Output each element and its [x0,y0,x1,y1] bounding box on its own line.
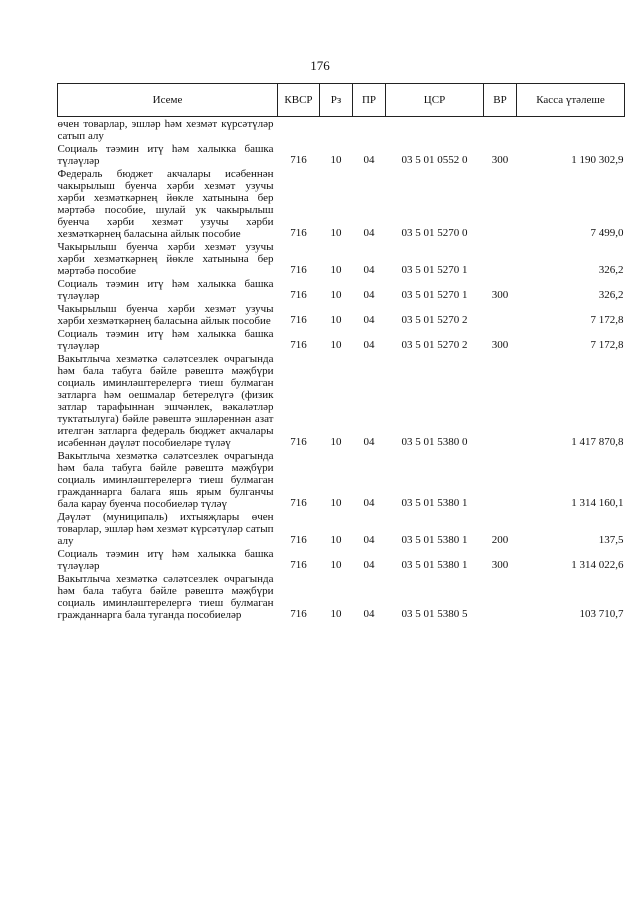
row-vr: 300 [491,289,509,301]
row-vr [484,117,517,143]
column-header-amount: Касса үтәлеше [517,84,625,117]
row-name: Социаль тәэмин итү һәм халыкка башка түләүләр [57,548,274,572]
row-rz: 10 [330,534,342,546]
table-row [58,510,625,547]
row-csr: 03 5 01 5380 5 [401,608,468,620]
page-number: 176 [310,58,330,73]
row-pr: 04 [363,608,375,620]
table-row [58,117,625,143]
row-pr: 04 [363,339,375,351]
row-rz: 10 [330,154,342,166]
row-pr: 04 [363,289,375,301]
row-csr: 03 5 01 5380 1 [401,559,468,571]
row-amount: 137,5 [598,534,624,546]
row-rz [320,117,353,143]
row-rz: 10 [330,436,342,448]
table-row [58,547,625,572]
row-kvsr: 716 [290,436,307,448]
budget-table [57,83,625,621]
row-pr: 04 [363,497,375,509]
row-amount: 7 172,8 [590,314,624,326]
table-header-row [58,84,625,117]
column-header-name: Исеме [58,84,278,117]
row-rz: 10 [330,227,342,239]
row-csr: 03 5 01 5380 1 [401,497,468,509]
row-csr: 03 5 01 5270 2 [401,339,468,351]
row-amount: 7 172,8 [590,339,624,351]
row-name: Дәүләт (муниципаль) ихтыяҗлары өчен товарлар, эшләр һәм хезмәт күрсәтүләр сатып алу [57,511,274,547]
row-pr [353,117,386,143]
row-csr: 03 5 01 0552 0 [401,154,468,166]
row-amount: 7 499,0 [590,227,624,239]
row-csr: 03 5 01 5380 0 [401,436,468,448]
row-vr: 300 [491,339,509,351]
row-name: Социаль тәэмин итү һәм халыкка башка түләүләр [57,278,274,302]
row-kvsr: 716 [290,289,307,301]
column-header-kvsr: КВСР [278,84,320,117]
table-row [58,167,625,240]
row-name: Вакытлыча хезмәткә сәләтсезлек очрагында һәм бала табуга бәйле рәвештә мәҗбүри социаль иминләштерелергә тиеш булмаган гражданнарга балага яшь ярым булганчы бала карау буенча пособиеләр түләү [57,450,274,510]
row-name: Вакытлыча хезмәткә сәләтсезлек очрагында һәм бала табуга бәйле рәвештә мәҗбүри социаль иминләштерелергә тиеш булмаган затларга һәм оешмалар бетерелүгә (физик затлар тарафыннан эшчәнлек, вәкаләтләр туктатылуга) бәйле рәвештә эшләреннән азат ителгән затларга федераль бюджет акчалары исәбеннән дәүләт пособиеләре түләү [57,353,274,449]
row-pr: 04 [363,314,375,326]
row-rz: 10 [330,608,342,620]
row-vr [484,449,517,510]
table-row [58,327,625,352]
row-csr: 03 5 01 5270 1 [401,264,468,276]
row-rz: 10 [330,289,342,301]
row-pr: 04 [363,436,375,448]
row-name: Вакытлыча хезмәткә сәләтсезлек очрагында һәм бала табуга бәйле рәвештә мәҗбүри социаль иминләштерелергә тиеш булмаган гражданнарга бала туганда пособиеләр [57,573,274,621]
row-kvsr: 716 [290,608,307,620]
row-kvsr: 716 [290,559,307,571]
row-kvsr [278,117,320,143]
row-vr: 300 [491,559,509,571]
table-row [58,240,625,277]
row-vr [484,240,517,277]
row-csr: 03 5 01 5270 2 [401,314,468,326]
row-csr: 03 5 01 5270 1 [401,289,468,301]
row-vr: 300 [491,154,509,166]
row-kvsr: 716 [290,154,307,166]
column-header-vr: ВР [484,84,517,117]
row-amount: 1 190 302,9 [571,154,624,166]
row-rz: 10 [330,339,342,351]
row-amount: 1 314 022,6 [571,559,624,571]
table-row [58,449,625,510]
row-vr [484,352,517,449]
row-name: өчен товарлар, эшләр һәм хезмәт күрсәтүләр сатып алу [57,118,274,142]
row-name: Социаль тәэмин итү һәм халыкка башка түләүләр [57,143,274,167]
column-header-csr: ЦСР [386,84,484,117]
table-row [58,302,625,327]
table-row [58,142,625,167]
row-rz: 10 [330,497,342,509]
row-amount: 1 314 160,1 [571,497,624,509]
row-name: Чакырылыш буенча хәрби хезмәт узучы хәрби хезмәткәрнең баласына айлык пособие [57,303,274,327]
row-vr [484,572,517,621]
column-header-pr: ПР [353,84,386,117]
row-pr: 04 [363,264,375,276]
row-amount: 103 710,7 [579,608,624,620]
table-row [58,277,625,302]
row-rz: 10 [330,314,342,326]
row-kvsr: 716 [290,534,307,546]
row-pr: 04 [363,534,375,546]
row-name: Социаль тәэмин итү һәм халыкка башка түләүләр [57,328,274,352]
row-amount: 1 417 870,8 [571,436,624,448]
row-vr [484,167,517,240]
row-pr: 04 [363,154,375,166]
row-rz: 10 [330,559,342,571]
row-csr: 03 5 01 5270 0 [401,227,468,239]
row-kvsr: 716 [290,339,307,351]
row-amount [517,117,625,143]
row-name: Чакырылыш буенча хәрби хезмәт узучы хәрби хезмәткәрнең йөкле хатынына бер мәртәбә пособие [57,241,274,277]
row-csr [386,117,484,143]
row-csr: 03 5 01 5380 1 [401,534,468,546]
table-row [58,572,625,621]
row-kvsr: 716 [290,264,307,276]
row-pr: 04 [363,227,375,239]
row-amount: 326,2 [598,264,624,276]
row-kvsr: 716 [290,227,307,239]
column-header-rz: Рз [320,84,353,117]
row-kvsr: 716 [290,314,307,326]
row-rz: 10 [330,264,342,276]
row-amount: 326,2 [598,289,624,301]
row-kvsr: 716 [290,497,307,509]
table-row [58,352,625,449]
row-name: Федераль бюджет акчалары исәбеннән чакырылыш буенча хәрби хезмәт узучы хәрби хезмәткәрнең йөкле хатынына бер мәртәбә пособие, шулай ук чакырылыш буенча хәрби хезмәт узучы хәрби хезмәткәрнең баласына айлык пособие [57,168,274,240]
row-vr [484,302,517,327]
row-pr: 04 [363,559,375,571]
row-vr: 200 [491,534,509,546]
